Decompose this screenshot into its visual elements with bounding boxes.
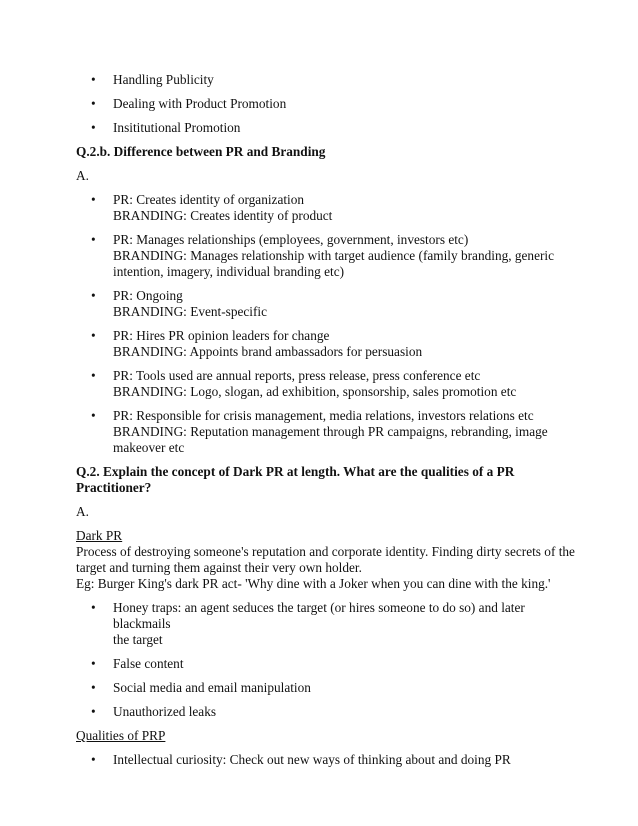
intro-bullet-list [76,72,576,136]
list-item [76,120,576,136]
list-item-line: BRANDING: Manages relationship with target audience (family branding, generic [113,248,555,263]
qualities-heading: Qualities of PRP [76,728,166,743]
bullet-marker: • [91,600,96,615]
dark-pr-text-line: Eg: Burger King's dark PR act- 'Why dine with a Joker when you can dine with the king.' [76,576,551,591]
list-item [76,656,576,672]
list-item-line: Unauthorized leaks [113,704,217,719]
dark-pr-heading: Dark PR [76,528,123,543]
list-item-line: PR: Responsible for crisis management, media relations, investors relations etc [113,408,534,423]
list-item-text: Dealing with Product Promotion [113,96,287,111]
list-item [76,752,576,768]
list-item [76,192,576,224]
list-item-line: makeover etc [113,440,185,455]
list-item-line: BRANDING: Appoints brand ambassadors for persuasion [113,344,423,359]
bullet-marker: • [91,328,96,343]
list-item-line: BRANDING: Reputation management through PR campaigns, rebranding, image [113,424,548,439]
qualities-list [76,752,576,768]
list-item-line: Social media and email manipulation [113,680,311,695]
list-item-line: False content [113,656,184,671]
document-page [76,72,576,776]
question-2b-heading: Q.2.b. Difference between PR and Branding [76,144,326,159]
list-item-line: intention, imagery, individual branding etc) [113,264,345,279]
list-item [76,704,576,720]
list-item-line: PR: Creates identity of organization [113,192,305,207]
list-item-line: Intellectual curiosity: Check out new ways of thinking about and doing PR [113,752,511,767]
question-2b-answer-label: A. [76,168,89,183]
list-item-line: BRANDING: Logo, slogan, ad exhibition, sponsorship, sales promotion etc [113,384,517,399]
list-item [76,600,576,648]
list-item-line: BRANDING: Creates identity of product [113,208,333,223]
list-item-text: Insititutional Promotion [113,120,241,135]
bullet-marker: • [91,408,96,423]
list-item-line: Honey traps: an agent seduces the target (or hires someone to do so) and later blackmails [113,600,525,631]
list-item-line: PR: Manages relationships (employees, government, investors etc) [113,232,469,247]
list-item-line: PR: Tools used are annual reports, press release, press conference etc [113,368,481,383]
dark-pr-tactics-list [76,600,576,720]
dark-pr-text-line: target and turning them against their very own holder. [76,560,362,575]
bullet-marker: • [91,192,96,207]
list-item [76,96,576,112]
bullet-marker: • [91,72,96,87]
list-item [76,232,576,280]
list-item-line: PR: Ongoing [113,288,183,303]
bullet-marker: • [91,288,96,303]
list-item [76,72,576,88]
bullet-marker: • [91,232,96,247]
dark-pr-section [76,528,576,592]
list-item-line: the target [113,632,163,647]
list-item [76,408,576,456]
dark-pr-text-line: Process of destroying someone's reputation and corporate identity. Finding dirty secrets of the [76,544,575,559]
list-item [76,368,576,400]
list-item [76,680,576,696]
question-2-answer-label: A. [76,504,89,519]
question-2-heading: Q.2. Explain the concept of Dark PR at length. What are the qualities of a PR Practitioner? [76,464,515,495]
bullet-marker: • [91,368,96,383]
bullet-marker: • [91,752,96,767]
bullet-marker: • [91,704,96,719]
list-item-line: BRANDING: Event-specific [113,304,267,319]
pr-vs-branding-list [76,192,576,456]
bullet-marker: • [91,120,96,135]
list-item [76,288,576,320]
list-item [76,328,576,360]
bullet-marker: • [91,680,96,695]
bullet-marker: • [91,656,96,671]
list-item-line: PR: Hires PR opinion leaders for change [113,328,330,343]
bullet-marker: • [91,96,96,111]
list-item-text: Handling Publicity [113,72,214,87]
